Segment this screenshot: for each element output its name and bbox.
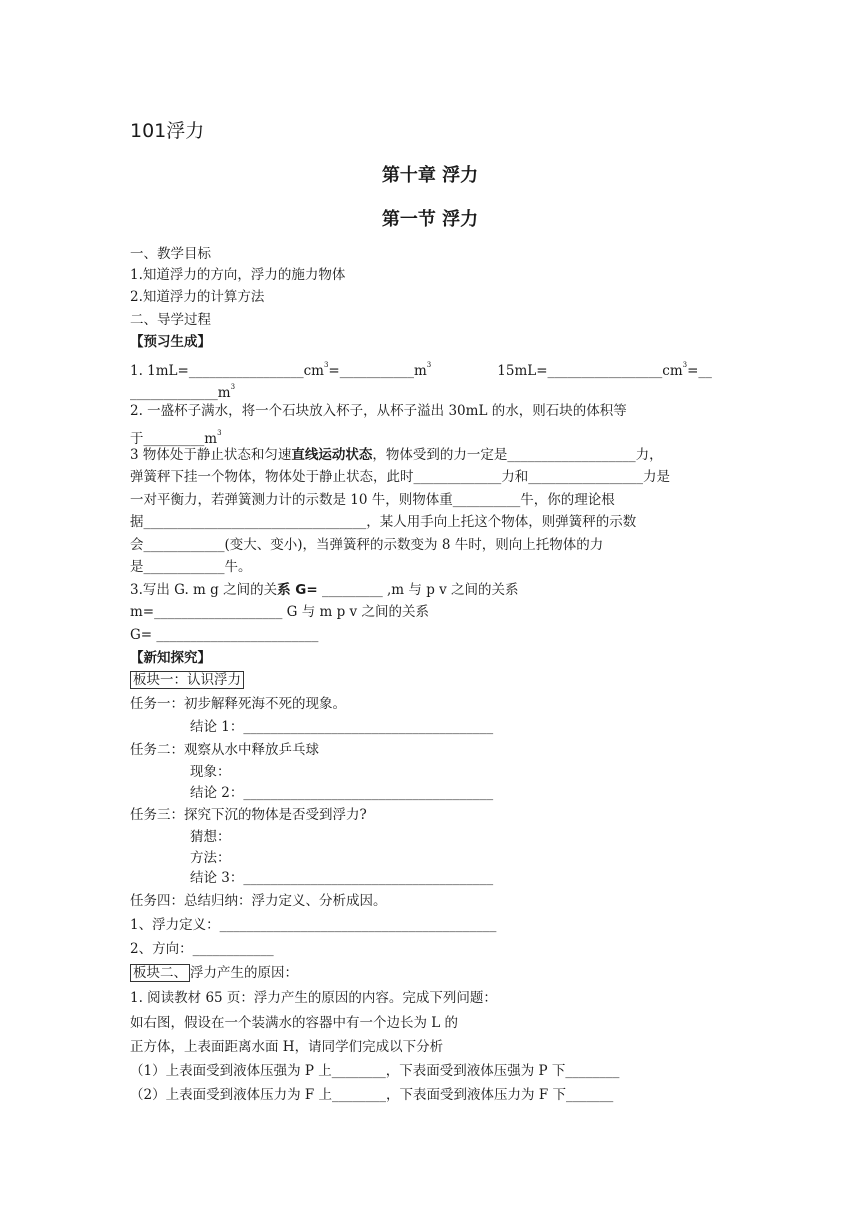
question-4-line-1 <box>130 581 519 599</box>
heading-process: 二、导学过程 <box>130 312 211 328</box>
q1-part-b: =___________m <box>328 363 427 379</box>
goal-2: 2.知道浮力的计算方法 <box>130 289 265 305</box>
task-4: 任务四：总结归纳：浮力定义、分析成因。 <box>130 893 387 909</box>
question-3-line-2: 弹簧秤下挂一个物体，物体处于静止状态，此时_____________力和_________________力是 <box>130 469 670 485</box>
q4-a1: 3.写出 G. m g 之间的关 <box>130 582 278 598</box>
question-4-line-2: m=___________________ G 与 m p v 之间的关系 <box>130 604 429 620</box>
task-1: 任务一：初步解释死海不死的现象。 <box>130 696 346 712</box>
question-3-line-3: 一对平衡力，若弹簧测力计的示数是 10 牛，则物体重__________牛，你的理论根 <box>130 492 615 508</box>
task-2: 任务二：观察从水中释放乒乓球 <box>130 742 319 758</box>
heading-explore: 【新知探究】 <box>130 650 211 666</box>
q1-part-a: 1. 1mL=_________________cm <box>130 363 324 379</box>
buoyancy-direction: 2、方向：____________ <box>130 941 274 957</box>
module-1 <box>130 671 244 689</box>
section-title: 第一节 浮力 <box>381 209 479 230</box>
heading-preview: 【预习生成】 <box>130 334 211 350</box>
q3-a1: 3 物体处于静止状态和匀速 <box>130 447 292 463</box>
module-2-title: 浮力产生的原因： <box>190 965 298 981</box>
phenomenon: 现象： <box>190 764 231 780</box>
force-question: （2）上表面受到液体压力为 F 上________，下表面受到液体压力为 F 下_______ <box>130 1087 614 1103</box>
q3-a3: ，物体受到的力一定是___________________力， <box>372 447 663 463</box>
question-1-cont: $\_\_\_\_\_\_\_\_\_\_\_\_\_m^3$ <box>130 383 236 401</box>
goal-1: 1.知道浮力的方向，浮力的施力物体 <box>130 267 346 283</box>
q3-a2-bold: 直线运动状态 <box>291 447 373 463</box>
buoyancy-definition: 1、浮力定义：_________________________________________ <box>130 917 497 933</box>
pressure-question: （1）上表面受到液体压强为 P 上________，下表面受到液体压强为 P 下________ <box>130 1063 620 1079</box>
q4-a3: _________ ,m 与 p v 之间的关系 <box>317 582 519 598</box>
cube-setup-1: 如右图，假设在一个装满水的容器中有一个边长为 L 的 <box>130 1015 459 1031</box>
conclusion-3: 结论 3：_____________________________________ <box>190 870 494 886</box>
question-4-line-3: G= ________________________ <box>130 627 319 643</box>
question-3-line-6: 是____________牛。 <box>130 559 252 575</box>
question-2-cont: 于$\_\_\_\_\_\_\_\_\_m^3$ <box>130 429 222 447</box>
q1-part-d: =__ <box>687 363 712 379</box>
chapter-title: 第十章 浮力 <box>381 165 479 186</box>
cube-setup-2: 正方体，上表面距离水面 H，请同学们完成以下分析 <box>130 1039 444 1055</box>
question-3-line-5: 会____________(变大、变小)，当弹簧秤的示数变为 8 牛时，则向上托物体的力 <box>130 537 604 553</box>
question-3-line-4: 据_________________________________，某人用手向上托这个物体，则弹簧秤的示数 <box>130 514 637 530</box>
conclusion-1: 结论 1：_____________________________________ <box>190 719 494 735</box>
guess: 猜想： <box>190 829 231 845</box>
question-1: 1. $1mL=\_\_\_\_\_\_\_\_\_\_\_\_\_\_\_\_\_cm^3=\_\_\_\_\_\_\_\_\_\_\_m^3$ $15mL=\_\_\_\_\_\_\_\_\_\_\_\_\_\_\_\_\_cm^3=\_\_$ <box>130 361 712 379</box>
q1-part-c: 15mL=_________________cm <box>497 363 683 379</box>
page-header: 101浮力 <box>130 120 205 142</box>
q4-a2: 系 G= <box>277 582 318 598</box>
q2-part-b: 于_________m <box>130 431 218 447</box>
question-2: 2. 一盛杯子满水，将一个石块放入杯子，从杯子溢出 30mL 的水，则石块的体积等 <box>130 403 627 419</box>
reading-task: 1. 阅读教材 65 页：浮力产生的原因的内容。完成下列问题： <box>130 990 497 1006</box>
method: 方法： <box>190 850 231 866</box>
module-1-box: 板块一：认识浮力 <box>130 671 244 689</box>
heading-goals: 一、教学目标 <box>130 246 211 262</box>
q1-part-e: _____________m <box>130 385 231 401</box>
module-2-box: 板块二、 <box>130 964 190 982</box>
question-3-line-1 <box>130 446 663 464</box>
conclusion-2: 结论 2：_____________________________________ <box>190 785 494 801</box>
task-3: 任务三：探究下沉的物体是否受到浮力? <box>130 807 367 823</box>
module-2 <box>130 964 298 982</box>
